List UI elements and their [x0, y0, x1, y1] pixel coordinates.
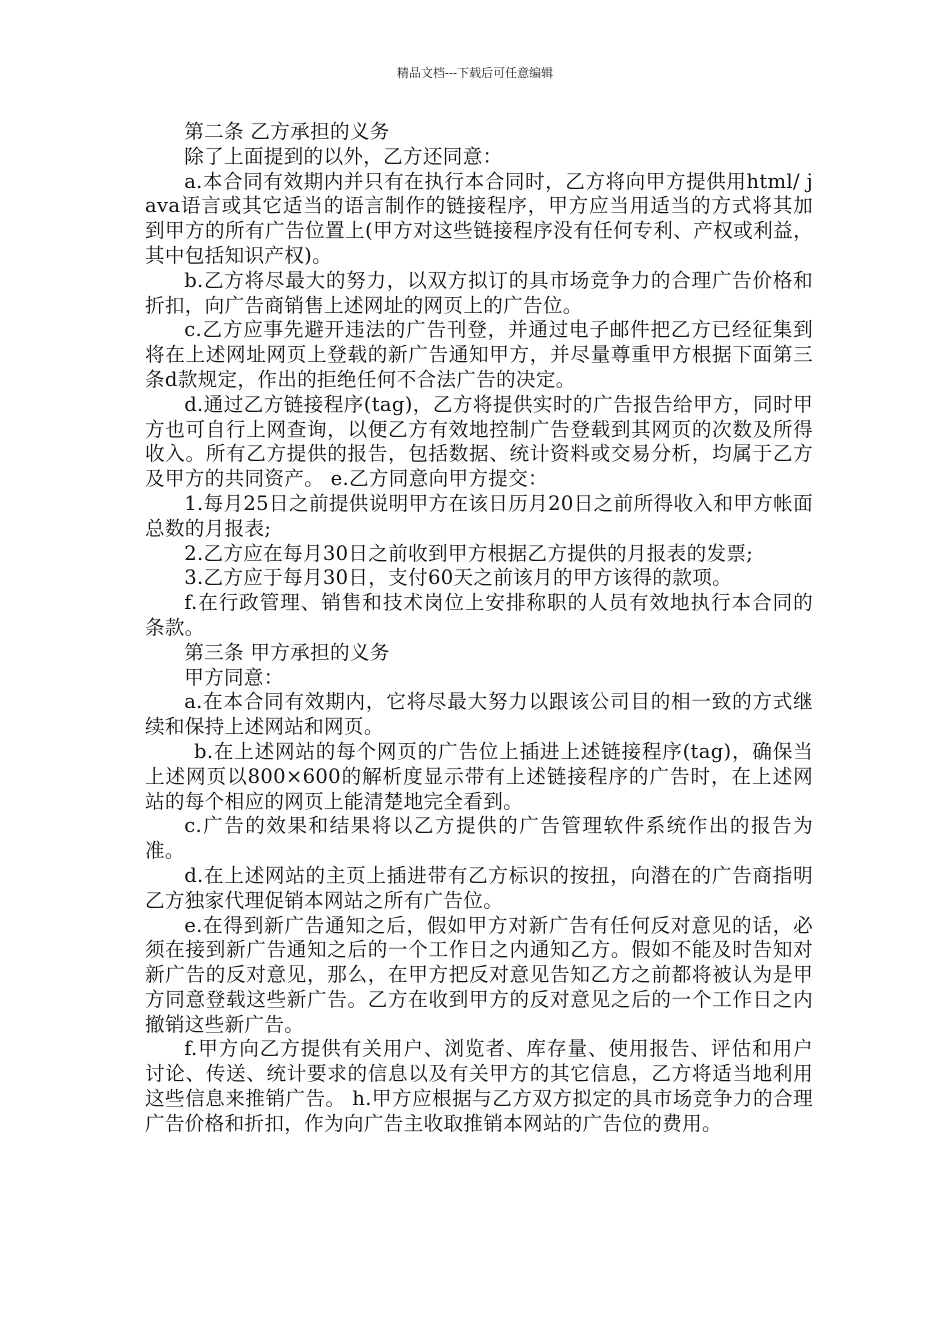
- paragraph: d.通过乙方链接程序(tag)，乙方将提供实时的广告报告给甲方，同时甲方也可自行上网查询，以便乙方有效地控制广告登载到其网页的次数及所得收入。所有乙方提供的报告，包括数据、统计资料或交易分析，均属于乙方及甲方的共同资产。 e.乙方同意向甲方提交：: [145, 392, 813, 491]
- paragraph: 3.乙方应于每月30日，支付60天之前该月的甲方该得的款项。: [184, 566, 732, 590]
- paragraph: a.本合同有效期内并只有在执行本合同时，乙方将向甲方提供用html/ java语言或其它适当的语言制作的链接程序，甲方应当用适当的方式将其加到甲方的所有广告位置上(甲方对这些链接程序没有任何专利、产权或利益，其中包括知识产权)。: [145, 169, 813, 267]
- document-body: [145, 120, 813, 1137]
- paragraph: 2.乙方应在每月30日之前收到甲方根据乙方提供的月报表的发票;: [184, 541, 754, 565]
- page-header: 精品文档---下载后可任意编辑: [396, 66, 554, 80]
- paragraph: c.乙方应事先避开违法的广告刊登，并通过电子邮件把乙方已经征集到将在上述网址网页上登载的新广告通知甲方，并尽量尊重甲方根据下面第三条d款规定，作出的拒绝任何不合法广告的决定。: [145, 318, 813, 391]
- paragraph: f.在行政管理、销售和技术岗位上安排称职的人员有效地执行本合同的条款。: [145, 591, 813, 639]
- paragraph: b.在上述网站的每个网页的广告位上插进上述链接程序(tag)，确保当上述网页以800×600的解析度显示带有上述链接程序的广告时，在上述网站的每个相应的网页上能清楚地完全看到。: [145, 739, 813, 813]
- paragraph: b.乙方将尽最大的努力，以双方拟订的具市场竞争力的合理广告价格和折扣，向广告商销售上述网址的网页上的广告位。: [145, 268, 813, 317]
- paragraph: f.甲方向乙方提供有关用户、浏览者、库存量、使用报告、评估和用户讨论、传送、统计要求的信息以及有关甲方的其它信息，乙方将适当地利用这些信息来推销广告。 h.甲方应根据与乙方双方拟定的具市场竞争力的合理广告价格和折扣，作为向广告主收取推销本网站的广告位的费用。: [145, 1037, 813, 1135]
- article-3-heading: 第三条 甲方承担的义务: [184, 640, 390, 664]
- paragraph: 1.每月25日之前提供说明甲方在该日历月20日之前所得收入和甲方帐面总数的月报表;: [145, 491, 813, 540]
- paragraph: 除了上面提到的以外，乙方还同意：: [184, 144, 503, 168]
- paragraph: d.在上述网站的主页上插进带有乙方标识的按扭，向潜在的广告商指明乙方独家代理促销本网站之所有广告位。: [145, 863, 813, 912]
- article-2-heading: 第二条 乙方承担的义务: [184, 120, 390, 143]
- paragraph: e.在得到新广告通知之后，假如甲方对新广告有任何反对意见的话，必须在接到新广告通知之后的一个工作日之内通知乙方。假如不能及时告知对新广告的反对意见，那么，在甲方把反对意见告知乙方之前都将被认为是甲方同意登载这些新广告。乙方在收到甲方的反对意见之后的一个工作日之内撤销这些新广告。: [145, 913, 813, 1036]
- paragraph: 甲方同意：: [184, 665, 284, 689]
- paragraph: a.在本合同有效期内，它将尽最大努力以跟该公司目的相一致的方式继续和保持上述网站和网页。: [145, 690, 813, 739]
- paragraph: c.广告的效果和结果将以乙方提供的广告管理软件系统作出的报告为准。: [145, 814, 813, 863]
